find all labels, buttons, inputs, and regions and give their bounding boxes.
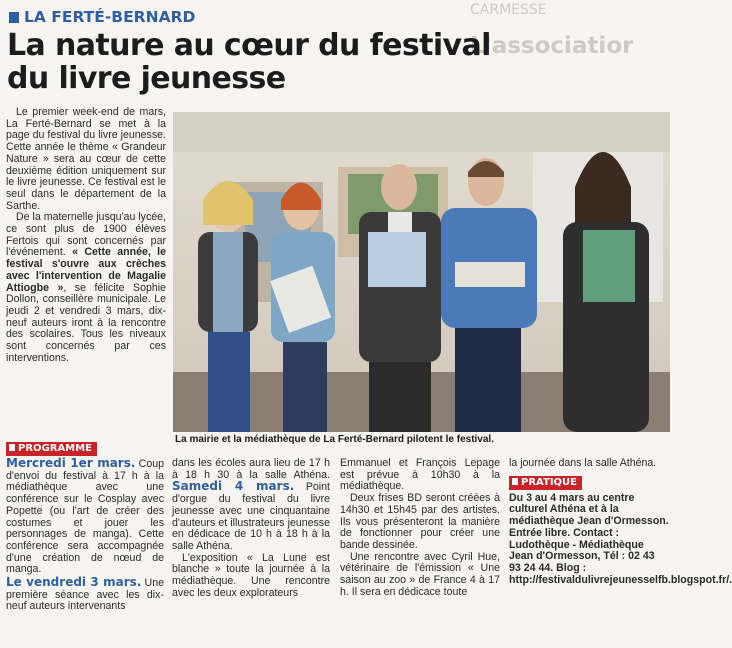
badge-square-icon <box>9 444 15 451</box>
ghost-line-1: CARMESSE <box>470 2 547 18</box>
section-kicker <box>9 8 195 26</box>
c4-text-c: Une rencontre avec Cyril Hue, vétérinaire de l'émission « Une saison au zoo » de France 4 à 17 h. Il sera en dédicace toute <box>340 550 500 598</box>
subhead-mercredi: Mercredi 1er mars. <box>6 456 136 470</box>
c4-text-a: Emmanuel et François Lepage est prévue à 10h30 à la médiathèque. <box>340 457 500 493</box>
article-headline <box>7 29 491 95</box>
c3-text-b: Point d'orgue du festival du livre jeunesse avec une cinquantaine d'auteurs et illustrateurs jeunesse en dédicace de 10 h à 18 h à la salle Athéna. <box>172 481 331 552</box>
kicker-label: LA FERTÉ-BERNARD <box>24 8 196 26</box>
intro-p2-start: De la maternelle jusqu'au lycée, ce sont plus de 1900 élèves Fertois qui sont concernés par l'événement. <box>6 211 166 259</box>
headline-line-1: La nature au cœur du festival <box>7 28 491 63</box>
article-photo <box>173 112 670 432</box>
badge-square-icon <box>512 478 518 485</box>
intro-p2-end: , se félicite Sophie Dollon, conseillère municipale. Le jeudi 2 et vendredi 3 mars, dix-neuf auteurs iront à la rencontre des scolaires. Tous les niveaux sont concernés par ces interventions. <box>6 281 166 364</box>
vendredi-text: Une première séance avec les dix-neuf auteurs intervenants <box>6 577 164 613</box>
programme-column-2 <box>172 458 330 599</box>
intro-paragraph-2 <box>6 212 166 364</box>
photo-illustration <box>173 112 670 432</box>
photo-caption: La mairie et la médiathèque de La Ferté-Bernard pilotent le festival. <box>175 434 494 445</box>
article-intro-column <box>6 107 166 364</box>
programme-badge-label: PROGRAMME <box>18 443 92 454</box>
programme-badge <box>6 442 97 456</box>
intro-quote: « Cette année, le festival s'ouvre aux crèches avec l'intervention de Magalie Attiogbe » <box>6 246 166 294</box>
subhead-vendredi: Le vendredi 3 mars. <box>6 575 142 590</box>
c3-text-c: L'exposition « La Lune est blanche » toute la journée à la médiathèque. Une rencontre avec les deux explorateurs <box>172 551 330 599</box>
pratique-text: Du 3 au 4 mars au centre culturel Athéna et à la médiathèque Jean d'Ormesson. Entrée libre. Contact : Ludothèque - Médiathèque Jean d'Ormesson, Tél : 02 43 93 24 44. Blog : http://festivaldulivrejeunesselfb.blogspot.fr/. <box>509 491 732 586</box>
ghost-line-2: L'associatior <box>470 33 634 59</box>
subhead-samedi: Samedi 4 mars. <box>172 479 295 494</box>
kicker-square-icon <box>9 12 19 23</box>
pratique-badge <box>509 476 582 490</box>
programme-column-1 <box>6 442 164 613</box>
headline-line-2: du livre jeunesse <box>7 61 286 96</box>
programme-column-4 <box>509 457 732 586</box>
pratique-badge-label: PRATIQUE <box>521 476 577 488</box>
c3-text-a: dans les écoles aura lieu de 17 h à 18 h 30 à la salle Athéna. <box>172 457 330 481</box>
programme-column-3 <box>340 458 500 598</box>
mercredi-text: Coup d'envoi du festival à 17 h à la médiathèque avec une conférence sur le Cosplay avec Popette (ou l'art de créer des costumes et jouer les personnages de manga). Cette conférence sera accompagnée d'une création de nœud de manga. <box>6 458 164 576</box>
c5-text-a: la journée dans la salle Athéna. <box>509 457 657 469</box>
c4-text-b: Deux frises BD seront créées à 14h30 et 15h45 par des artistes. Ils vous présenteront la manière de fonctionner pour créer une bande dessinée. <box>340 492 500 551</box>
intro-paragraph-1: Le premier week-end de mars, La Ferté-Bernard se met à la page du festival du livre jeunesse. Cette année le thème « Grandeur Nature » sera au cœur de cette deuxième édition uniquement sur le livre jeunesse. Ce festival est le seul dans le département de la Sarthe. <box>6 106 166 212</box>
